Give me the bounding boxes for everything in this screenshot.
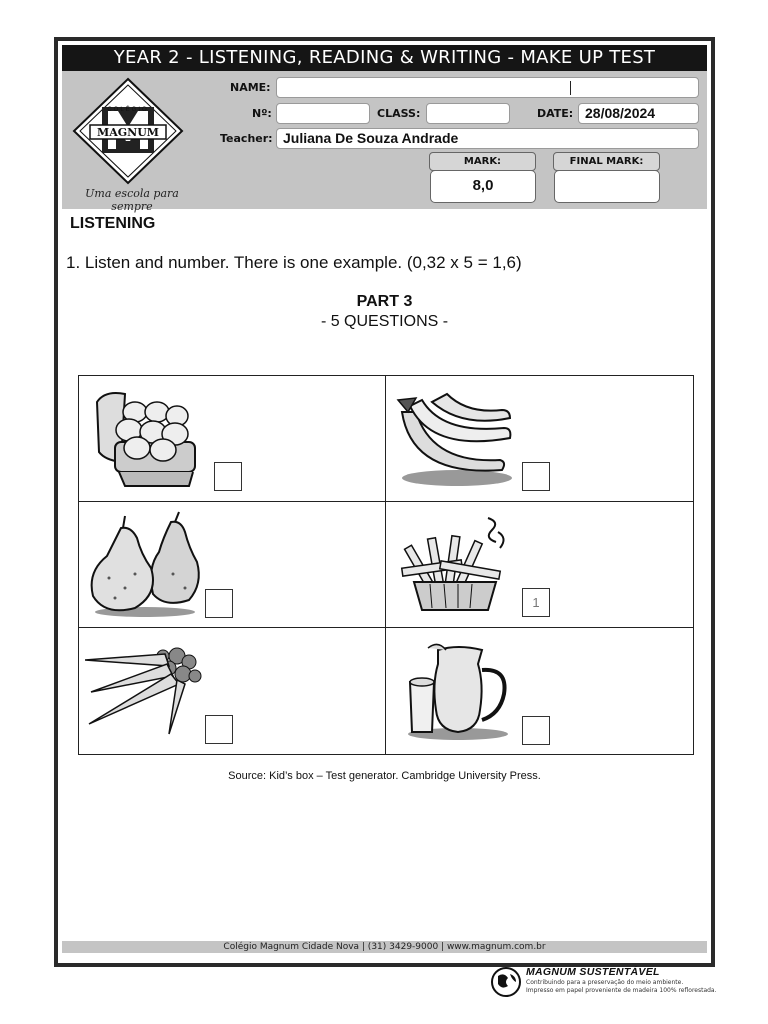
name-label: NAME:	[230, 81, 271, 94]
text-cursor	[570, 81, 571, 95]
mark-value: 8,0	[472, 177, 494, 194]
carrots-icon	[85, 634, 210, 744]
mark-box[interactable]	[430, 170, 536, 203]
picture-grid	[78, 375, 694, 755]
footer-contact: Colégio Magnum Cidade Nova | (31) 3429-9000 | www.magnum.com.br	[62, 941, 707, 953]
answer-box[interactable]: 1	[522, 588, 550, 617]
question-instruction: 1. Listen and number. There is one example. (0,32 x 5 = 1,6)	[66, 253, 522, 272]
part-title: PART 3	[356, 293, 413, 310]
juice-icon	[392, 634, 517, 744]
teacher-field[interactable]: Juliana De Souza Andrade	[276, 128, 699, 149]
answer-box[interactable]	[522, 716, 550, 745]
answer-box[interactable]	[214, 462, 242, 491]
mark-label: MARK:	[429, 152, 536, 171]
final-mark-label: FINAL MARK:	[553, 152, 660, 171]
class-label: CLASS:	[377, 107, 421, 120]
picture-cell	[386, 628, 693, 754]
pears-icon	[85, 508, 205, 618]
eco-title: MAGNUM SUSTENTÁVEL	[526, 966, 660, 978]
picture-cell	[79, 376, 386, 502]
final-mark-box[interactable]	[554, 170, 660, 203]
test-title: YEAR 2 - LISTENING, READING & WRITING - MAKE UP TEST	[62, 45, 707, 71]
logo-tagline: Uma escola para sempre	[85, 187, 179, 213]
logo-name: MAGNUM	[97, 126, 159, 139]
student-header	[62, 71, 707, 213]
number-label: Nº:	[252, 107, 272, 120]
date-field[interactable]: 28/08/2024	[578, 103, 699, 124]
eggs-icon	[85, 382, 205, 492]
test-sheet	[54, 37, 715, 967]
fries-icon	[392, 508, 517, 618]
logo-bottom-text: AGOSTINIANO	[112, 155, 144, 160]
date-label: DATE:	[537, 107, 574, 120]
section-title: LISTENING	[70, 215, 156, 232]
picture-cell	[79, 628, 386, 754]
eco-line-1: Contribuindo para a preservação do meio ambiente.	[526, 979, 684, 986]
sustainability-badge	[490, 966, 720, 1000]
questions-count: - 5 QUESTIONS -	[320, 313, 449, 330]
answer-box[interactable]	[205, 715, 233, 744]
picture-cell	[79, 502, 386, 628]
eco-line-2: Impresso em papel proveniente de madeira 100% reflorestada.	[526, 987, 717, 994]
class-field[interactable]	[426, 103, 510, 124]
picture-cell	[386, 502, 693, 628]
globe-icon	[490, 966, 522, 998]
picture-cell	[386, 376, 693, 502]
logo-top-text: COLÉGIO	[107, 107, 149, 113]
bananas-icon	[392, 382, 517, 492]
name-field[interactable]	[276, 77, 699, 98]
school-logo	[68, 75, 188, 213]
answer-box[interactable]	[205, 589, 233, 618]
number-field[interactable]	[276, 103, 370, 124]
teacher-label: Teacher:	[220, 132, 273, 145]
answer-box[interactable]	[522, 462, 550, 491]
source-credit: Source: Kid’s box – Test generator. Cambridge University Press.	[228, 770, 541, 782]
